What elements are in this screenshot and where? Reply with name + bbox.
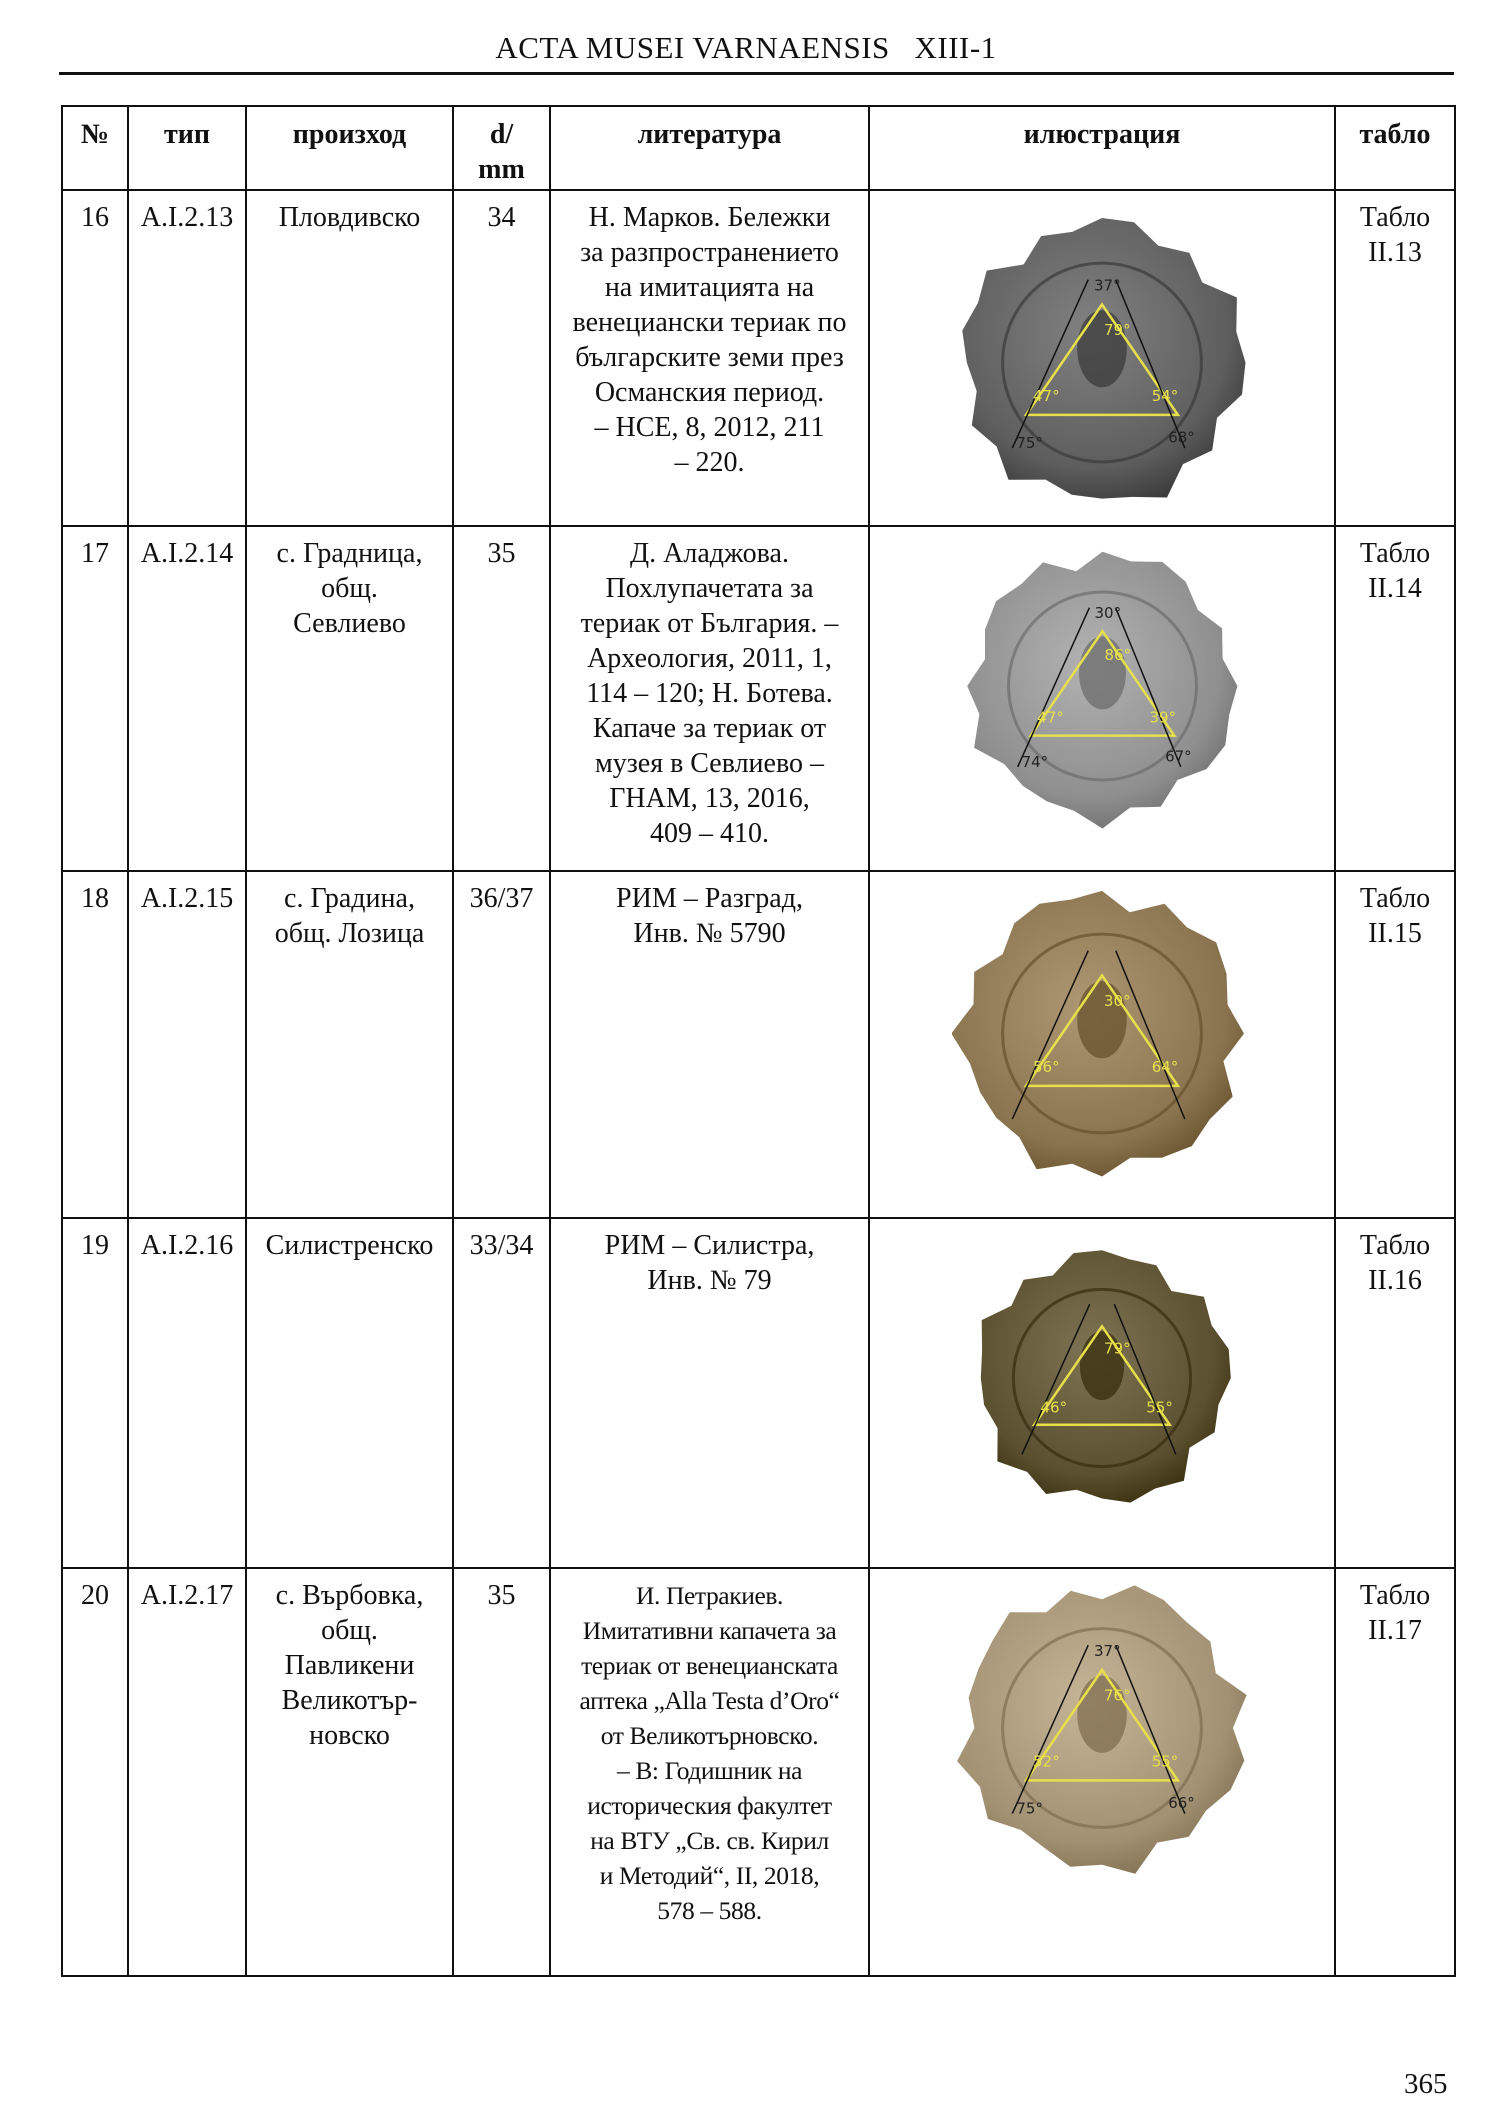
- board-cell: Табло II.16: [1335, 1218, 1455, 1568]
- col-header-board: табло: [1335, 106, 1455, 190]
- angle-label: 79°: [1104, 320, 1131, 339]
- angle-label: 52°: [1033, 1752, 1060, 1771]
- illustration-cell: [869, 1218, 1335, 1568]
- angle-label: 37°: [1094, 276, 1121, 295]
- origin-cell: Силистренско: [246, 1218, 453, 1568]
- angle-label: 75°: [1016, 434, 1043, 453]
- running-header: ACTA MUSEI VARNAENSIS XIII-1: [495, 30, 997, 65]
- board-cell: Табло II.17: [1335, 1568, 1455, 1976]
- seal-illustration: [952, 881, 1252, 1186]
- literature-cell: РИМ – Силистра, Инв. № 79: [550, 1218, 869, 1568]
- catalog-table: [61, 105, 1456, 1977]
- angle-label: 47°: [1033, 387, 1060, 406]
- col-header-origin: произход: [246, 106, 453, 190]
- seal-illustration: [952, 200, 1252, 525]
- catalog-number-cell: 19: [62, 1218, 128, 1568]
- table-row: [62, 526, 1455, 871]
- origin-cell: с. Градница, общ. Севлиево: [246, 526, 453, 871]
- origin-cell: с. Върбовка, общ. Павликени Великотър- новско: [246, 1568, 453, 1976]
- literature-cell: Д. Аладжова. Похлупачетата за териак от България. – Археология, 2011, 1, 114 – 120; Н. Ботева. Капаче за териак от музея в Севлиево – ГНАМ, 13, 2016, 409 – 410.: [550, 526, 869, 871]
- angle-label: 47°: [1036, 708, 1064, 727]
- catalog-number-cell: 17: [62, 526, 128, 871]
- col-header-number: №: [62, 106, 128, 190]
- diameter-cell: 36/37: [453, 871, 550, 1218]
- table-row: [62, 1218, 1455, 1568]
- angle-label: 75°: [1016, 1799, 1043, 1818]
- catalog-number-cell: 16: [62, 190, 128, 526]
- literature-cell: Н. Марков. Бележки за разпространението на имитацията на венециански териак по българските земи през Османския период. – НСЕ, 8, 2012, 211 – 220.: [550, 190, 869, 526]
- seal-type-cell: A.I.2.15: [128, 871, 246, 1218]
- literature-cell: И. Петракиев. Имитативни капачета за териак от венецианската аптека „Alla Testa d’Oro“ от Великотърновско. – В: Годишник на историческия факултет на ВТУ „Св. св. Кирил и Методий“, II, 2018, 578 – 588.: [550, 1568, 869, 1976]
- angle-label: 55°: [1146, 1398, 1173, 1417]
- col-header-literature: литература: [550, 106, 869, 190]
- seal-type-cell: A.I.2.16: [128, 1218, 246, 1568]
- seal-type-cell: A.I.2.13: [128, 190, 246, 526]
- origin-cell: с. Градина, общ. Лозица: [246, 871, 453, 1218]
- illustration-cell: [869, 1568, 1335, 1976]
- angle-label: 54°: [1151, 387, 1179, 406]
- angle-label: 68°: [1168, 428, 1195, 447]
- angle-label: 39°: [1149, 708, 1176, 727]
- seal-type-cell: A.I.2.17: [128, 1568, 246, 1976]
- angle-label: 56°: [1033, 1058, 1060, 1077]
- illustration-cell: [869, 871, 1335, 1218]
- angle-label: 66°: [1168, 1794, 1195, 1812]
- angle-label: 30°: [1094, 604, 1121, 623]
- board-cell: Табло II.13: [1335, 190, 1455, 526]
- seal-illustration: [967, 1228, 1237, 1528]
- seal-illustration: [952, 1578, 1252, 1878]
- catalog-number-cell: 18: [62, 871, 128, 1218]
- diameter-cell: 33/34: [453, 1218, 550, 1568]
- table-row: [62, 190, 1455, 526]
- catalog-number-cell: 20: [62, 1568, 128, 1976]
- angle-label: 79°: [1104, 1339, 1131, 1358]
- angle-label: 46°: [1040, 1398, 1068, 1417]
- col-header-type: тип: [128, 106, 246, 190]
- angle-label: 67°: [1164, 747, 1192, 766]
- board-cell: Табло II.15: [1335, 871, 1455, 1218]
- page-number: 365: [1404, 2068, 1448, 2100]
- table-row: [62, 1568, 1455, 1976]
- table-row: [62, 871, 1455, 1218]
- angle-label: 86°: [1104, 645, 1131, 664]
- col-header-illustration: илюстрация: [869, 106, 1335, 190]
- angle-label: 37°: [1094, 1642, 1121, 1661]
- board-cell: Табло II.14: [1335, 526, 1455, 871]
- diameter-cell: 34: [453, 190, 550, 526]
- illustration-cell: [869, 190, 1335, 526]
- header-rule: [59, 72, 1454, 75]
- angle-label: 55°: [1151, 1752, 1179, 1771]
- angle-label: 30°: [1104, 991, 1131, 1010]
- col-header-diameter: d/ mm: [453, 106, 550, 190]
- diameter-cell: 35: [453, 526, 550, 871]
- seal-illustration: [960, 536, 1245, 836]
- angle-label: 64°: [1151, 1058, 1179, 1077]
- diameter-cell: 35: [453, 1568, 550, 1976]
- angle-label: 74°: [1021, 752, 1048, 771]
- literature-cell: РИМ – Разград, Инв. № 5790: [550, 871, 869, 1218]
- illustration-cell: [869, 526, 1335, 871]
- seal-type-cell: A.I.2.14: [128, 526, 246, 871]
- angle-label: 76°: [1104, 1686, 1131, 1705]
- origin-cell: Пловдивско: [246, 190, 453, 526]
- table-header-row: [62, 106, 1455, 190]
